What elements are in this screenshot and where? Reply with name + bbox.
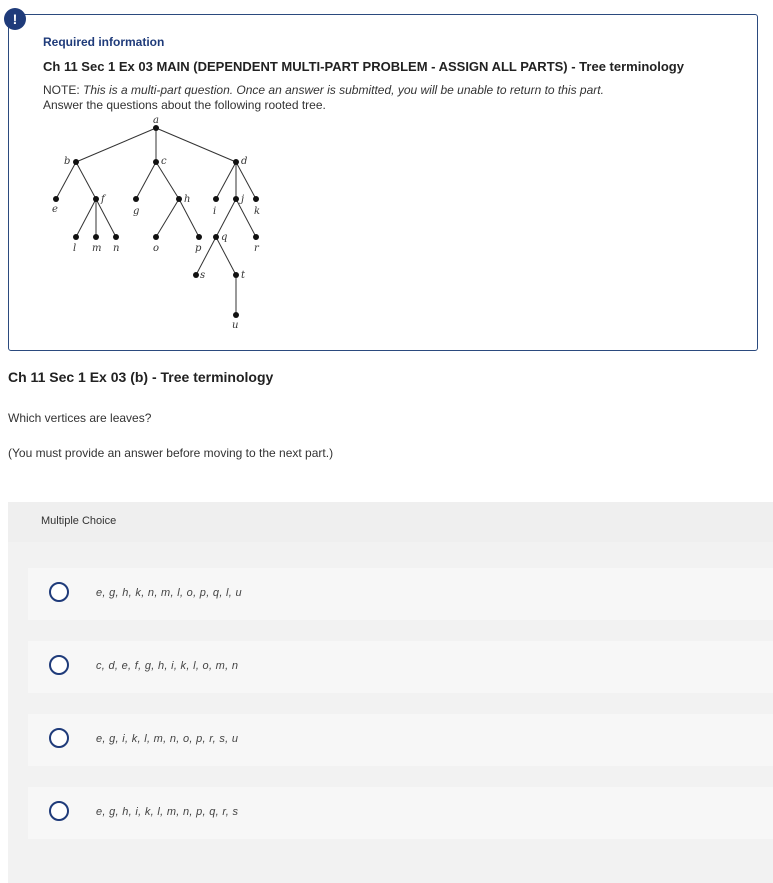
label-e: e	[52, 204, 58, 215]
rooted-tree-figure	[49, 115, 289, 335]
alert-icon: !	[4, 8, 26, 30]
vertex-k	[253, 196, 259, 202]
note-body: This is a multi-part question. Once an answer is submitted, you will be unable to return to this part.	[83, 83, 604, 97]
choice-option-3-text: e, g, i, k, l, m, n, o, p, r, s, u	[96, 733, 239, 745]
vertex-t	[233, 272, 239, 278]
vertex-h	[176, 196, 182, 202]
radio-button-icon[interactable]	[49, 801, 69, 821]
label-c: c	[161, 156, 167, 167]
vertex-p	[196, 234, 202, 240]
label-t: t	[241, 270, 246, 281]
vertex-l	[73, 234, 79, 240]
required-information-label: Required information	[43, 35, 165, 49]
radio-button-icon[interactable]	[49, 655, 69, 675]
vertex-g	[133, 196, 139, 202]
answer-required-note: (You must provide an answer before moving to the next part.)	[8, 446, 334, 460]
label-s: s	[200, 270, 206, 281]
label-i: i	[213, 206, 217, 217]
vertex-n	[113, 234, 119, 240]
vertex-b	[73, 159, 79, 165]
choice-option-1[interactable]	[28, 568, 773, 620]
vertex-m	[93, 234, 99, 240]
label-p: p	[195, 243, 202, 254]
label-j: j	[241, 194, 245, 205]
part-title: Ch 11 Sec 1 Ex 03 (b) - Tree terminology	[8, 369, 274, 385]
vertex-s	[193, 272, 199, 278]
multiple-choice-header	[8, 502, 773, 542]
label-f: f	[101, 194, 105, 205]
label-o: o	[153, 243, 160, 254]
problem-title: Ch 11 Sec 1 Ex 03 MAIN (DEPENDENT MULTI-PART PROBLEM - ASSIGN ALL PARTS) - Tree terminology	[43, 59, 684, 74]
choice-option-2[interactable]	[28, 641, 773, 693]
question-text: Which vertices are leaves?	[8, 411, 152, 425]
vertex-i	[213, 196, 219, 202]
label-l: l	[73, 243, 77, 254]
instruction-text: Answer the questions about the following rooted tree.	[43, 98, 326, 112]
radio-button-icon[interactable]	[49, 582, 69, 602]
multiple-choice-panel	[8, 502, 773, 883]
multiple-choice-label: Multiple Choice	[41, 515, 117, 527]
label-b: b	[64, 156, 71, 167]
label-u: u	[232, 320, 239, 331]
vertex-q	[213, 234, 219, 240]
label-n: n	[113, 243, 120, 254]
vertex-e	[53, 196, 59, 202]
vertex-j	[233, 196, 239, 202]
choice-option-2-text: c, d, e, f, g, h, i, k, l, o, m, n	[96, 660, 239, 672]
vertex-r	[253, 234, 259, 240]
label-k: k	[254, 206, 261, 217]
choice-option-4[interactable]	[28, 787, 773, 839]
vertex-c	[153, 159, 159, 165]
label-a: a	[153, 115, 159, 126]
choice-option-1-text: e, g, h, k, n, m, l, o, p, q, l, u	[96, 587, 242, 599]
vertex-d	[233, 159, 239, 165]
label-m: m	[92, 243, 102, 254]
required-information-panel	[8, 14, 758, 351]
note-text	[43, 83, 604, 97]
tree-edges	[56, 128, 256, 315]
note-prefix: NOTE:	[43, 83, 84, 97]
choice-option-4-text: e, g, h, i, k, l, m, n, p, q, r, s	[96, 806, 239, 818]
vertex-u	[233, 312, 239, 318]
label-q: q	[221, 232, 228, 243]
radio-button-icon[interactable]	[49, 728, 69, 748]
choice-option-3[interactable]	[28, 714, 773, 766]
vertex-f	[93, 196, 99, 202]
label-g: g	[133, 206, 140, 217]
vertex-o	[153, 234, 159, 240]
label-r: r	[254, 243, 259, 254]
label-h: h	[184, 194, 191, 205]
label-d: d	[241, 156, 248, 167]
